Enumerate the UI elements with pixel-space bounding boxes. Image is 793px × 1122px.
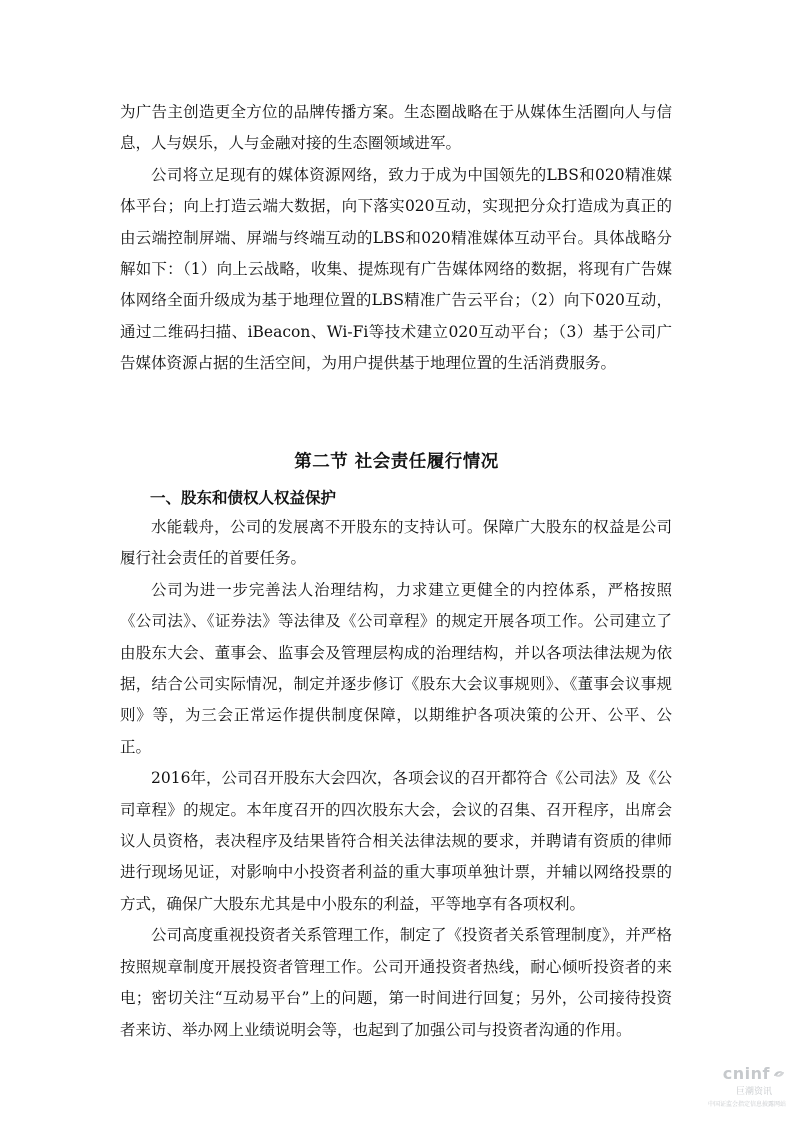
section-paragraph: 水能载舟，公司的发展离不开股东的支持认可。保障广大股东的权益是公司履行社会责任的首要任务。 xyxy=(120,518,672,568)
section-paragraph: 公司为进一步完善法人治理结构，力求建立更健全的内控体系，严格按照《公司法》、《证券法》等法律及《公司章程》的规定开展各项工作。公司建立了由股东大会、董事会、监事会及管理层构成的治理结构，并以各项法律法规为依据，结合公司实际情况，制定并逐步修订《股东大会议事规则》、《董事会议事规则》等，为三会正常运作提供制度保障，以期维护各项决策的公开、公平、公正。 xyxy=(120,580,672,756)
cninfo-subtitle: 巨潮资讯 xyxy=(735,1087,772,1097)
cninfo-logo-text: cninf xyxy=(722,1064,770,1083)
cninfo-tagline: 中国证监会指定信息披露网站 xyxy=(707,1101,786,1108)
section-paragraph: 公司高度重视投资者关系管理工作，制定了《投资者关系管理制度》，并严格按照规章制度开展投资者管理工作。公司开通投资者热线，耐心倾听投资者的来电；密切关注“互动易平台”上的问题，第一时间进行回复；另外，公司接待投资者来访、举办网上业绩说明会等，也起到了加强公司与投资者沟通的作用。 xyxy=(120,926,672,1039)
section-text-block xyxy=(120,512,672,1046)
section-paragraph: 2016年，公司召开股东大会四次，各项会议的召开都符合《公司法》及《公司章程》的规定。本年度召开的四次股东大会，会议的召集、召开程序，出席会议人员资格，表决程序及结果皆符合相关法律法规的要求，并聘请有资质的律师进行现场见证，对影响中小投资者利益的重大事项单独计票，并辅以网络投票的方式，确保广大股东尤其是中小股东的利益，平等地享有各项权利。 xyxy=(120,769,672,913)
cninfo-swirl-icon xyxy=(772,1067,786,1081)
section-title: 第二节 社会责任履行情况 xyxy=(294,452,499,472)
cninfo-watermark xyxy=(696,1064,786,1108)
section-subheading: 一、股东和债权人权益保护 xyxy=(150,489,337,507)
intro-paragraph-strategy: 公司将立足现有的媒体资源网络，致力于成为中国领先的LBS和020精准媒体平台；向上打造云端大数据，向下落实020互动，实现把分众打造成为真正的由云端控制屏端、屏端与终端互动的LBS和020精准媒体互动平台。具体战略分解如下：（1）向上云战略，收集、提炼现有广告媒体网络的数据，将现有广告媒体网络全面升级成为基于地理位置的LBS精准广告云平台；（2）向下020互动，通过二维码扫描、iBeacon、Wi-Fi等技术建立020互动平台；（3）基于公司广告媒体资源占据的生活空间，为用户提供基于地理位置的生活消费服务。 xyxy=(120,165,672,373)
cninfo-logo xyxy=(723,1064,786,1083)
intro-text-block xyxy=(120,97,672,380)
intro-paragraph-continued: 为广告主创造更全方位的品牌传播方案。生态圈战略在于从媒体生活圈向人与信息，人与娱乐，人与金融对接的生态圈领域进军。 xyxy=(120,103,672,153)
